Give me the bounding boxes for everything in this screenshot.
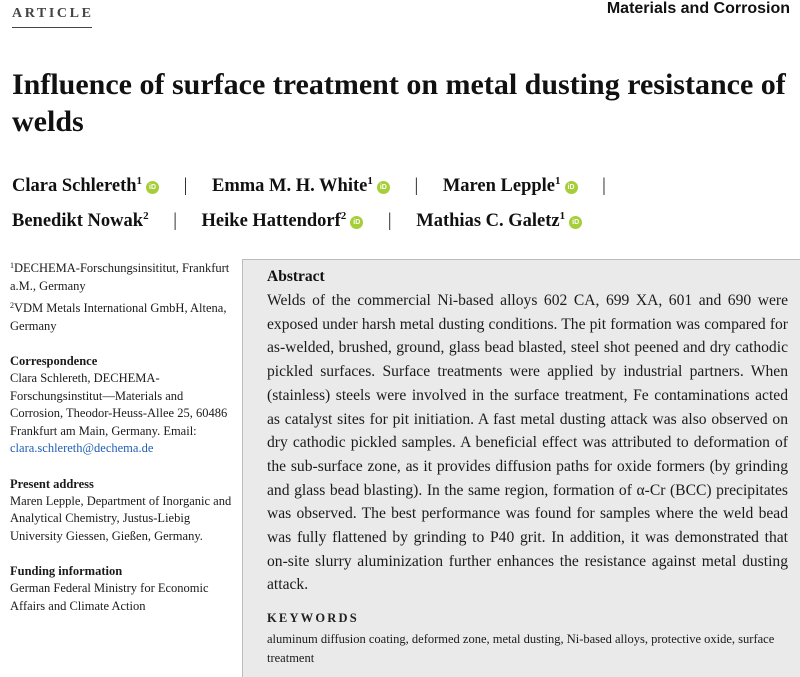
author-affiliation-number: 1 bbox=[367, 175, 373, 187]
affiliation: $^2$VDM Metals International GmbH, Altena, Germany bbox=[10, 301, 227, 333]
author-separator: | bbox=[173, 211, 177, 231]
present-address-heading: Present address bbox=[10, 476, 94, 491]
correspondence-text: Clara Schlereth, DECHEMA-Forschungsinstitut—Materials and Corrosion, Theodor-Heuss-Allee 25, 60486 Frankfurt am Main, Germany. Email: clara.schlereth@dechema.de bbox=[10, 371, 228, 455]
funding-heading: Funding information bbox=[10, 564, 123, 578]
affiliation: $^1$DECHEMA-Forschungsinsititut, Frankfurt a.M., Germany bbox=[10, 261, 230, 293]
author-line bbox=[12, 166, 792, 201]
author-list bbox=[12, 166, 792, 236]
correspondence-section bbox=[10, 352, 232, 458]
keywords-text: aluminum diffusion coating, deformed zone, metal dusting, Ni-based alloys, protective oxide, surface treatment bbox=[267, 632, 775, 665]
abstract-heading: Abstract bbox=[267, 268, 325, 285]
orcid-icon[interactable]: iD bbox=[565, 181, 578, 194]
funding-section bbox=[10, 562, 232, 615]
journal-name: Materials and Corrosion bbox=[606, 0, 790, 17]
section-label: ARTICLE bbox=[12, 6, 94, 21]
present-address-section bbox=[10, 475, 232, 546]
author[interactable]: Benedikt Nowak$^2$ bbox=[12, 210, 149, 231]
section-label-rule bbox=[12, 27, 92, 28]
author-affiliation-number: 1 bbox=[559, 210, 566, 222]
email-link[interactable]: clara.schlereth@dechema.de bbox=[10, 441, 154, 455]
orcid-icon[interactable]: iD bbox=[350, 216, 363, 229]
left-column bbox=[10, 257, 232, 615]
keywords-heading: KEYWORDS bbox=[267, 611, 359, 625]
author-separator: | bbox=[183, 176, 188, 196]
abstract-box bbox=[242, 259, 800, 677]
author-separator: | bbox=[602, 176, 606, 196]
author-separator: | bbox=[414, 176, 419, 196]
email-label: Email: bbox=[163, 423, 197, 438]
author[interactable]: Heike Hattendorf$^2$ bbox=[201, 210, 347, 231]
present-address-text: Maren Lepple, Department of Inorganic and Analytical Chemistry, Justus-Liebig University Giessen, Gießen, Germany. bbox=[10, 493, 232, 543]
author-affiliation-number: 2 bbox=[143, 210, 149, 222]
orcid-icon[interactable]: iD bbox=[569, 216, 582, 229]
article-title: Influence of surface treatment on metal dusting resistance of welds bbox=[12, 68, 786, 138]
author[interactable]: Mathias C. Galetz$^1$ bbox=[416, 210, 566, 231]
funding-text: German Federal Ministry for Economic Affairs and Climate Action bbox=[10, 581, 209, 613]
author[interactable]: Emma M. H. White$^1$ bbox=[211, 175, 373, 196]
orcid-icon[interactable]: iD bbox=[146, 181, 159, 194]
author-affiliation-number: 1 bbox=[136, 175, 143, 187]
author[interactable]: Maren Lepple$^1$ bbox=[442, 175, 561, 196]
author[interactable]: Clara Schlereth$^1$ bbox=[12, 175, 143, 196]
correspondence-heading: Correspondence bbox=[10, 354, 98, 368]
abstract-text: Welds of the commercial Ni-based alloys 602 CA, 699 XA, 601 and 690 were exposed under harsh metal dusting conditions. The pit formation was compared for as-welded, brushed, ground, glass bead blasted, steel shot peened and dry cathodic pickled surfaces. Surface treatments were applied by industrial partners. When (stainless) steels were involved in the surface treatment, Fe contaminations acted as catalyst sites for pit initiation. A fast metal dusting attack was also observed on dry cathodic pickled samples. A beneficial effect was attributed to deformation of the sub-surface zone, as it provides diffusion paths for oxide formers (by grinding and glass bead blasting). In the same region, formation of α-Cr (BCC) precipitates was observed. The best performance was found for samples where the weld bead was fully flattened by grinding to P40 grit. In addition, it was demonstrated that on-site slurry aluminization further enhances the resistance against metal dusting attack. bbox=[267, 292, 788, 594]
author-affiliation-number: 2 bbox=[340, 210, 347, 222]
orcid-icon[interactable]: iD bbox=[377, 181, 390, 194]
author-separator: | bbox=[387, 211, 392, 231]
author-line bbox=[12, 201, 792, 236]
author-affiliation-number: 1 bbox=[555, 175, 561, 187]
